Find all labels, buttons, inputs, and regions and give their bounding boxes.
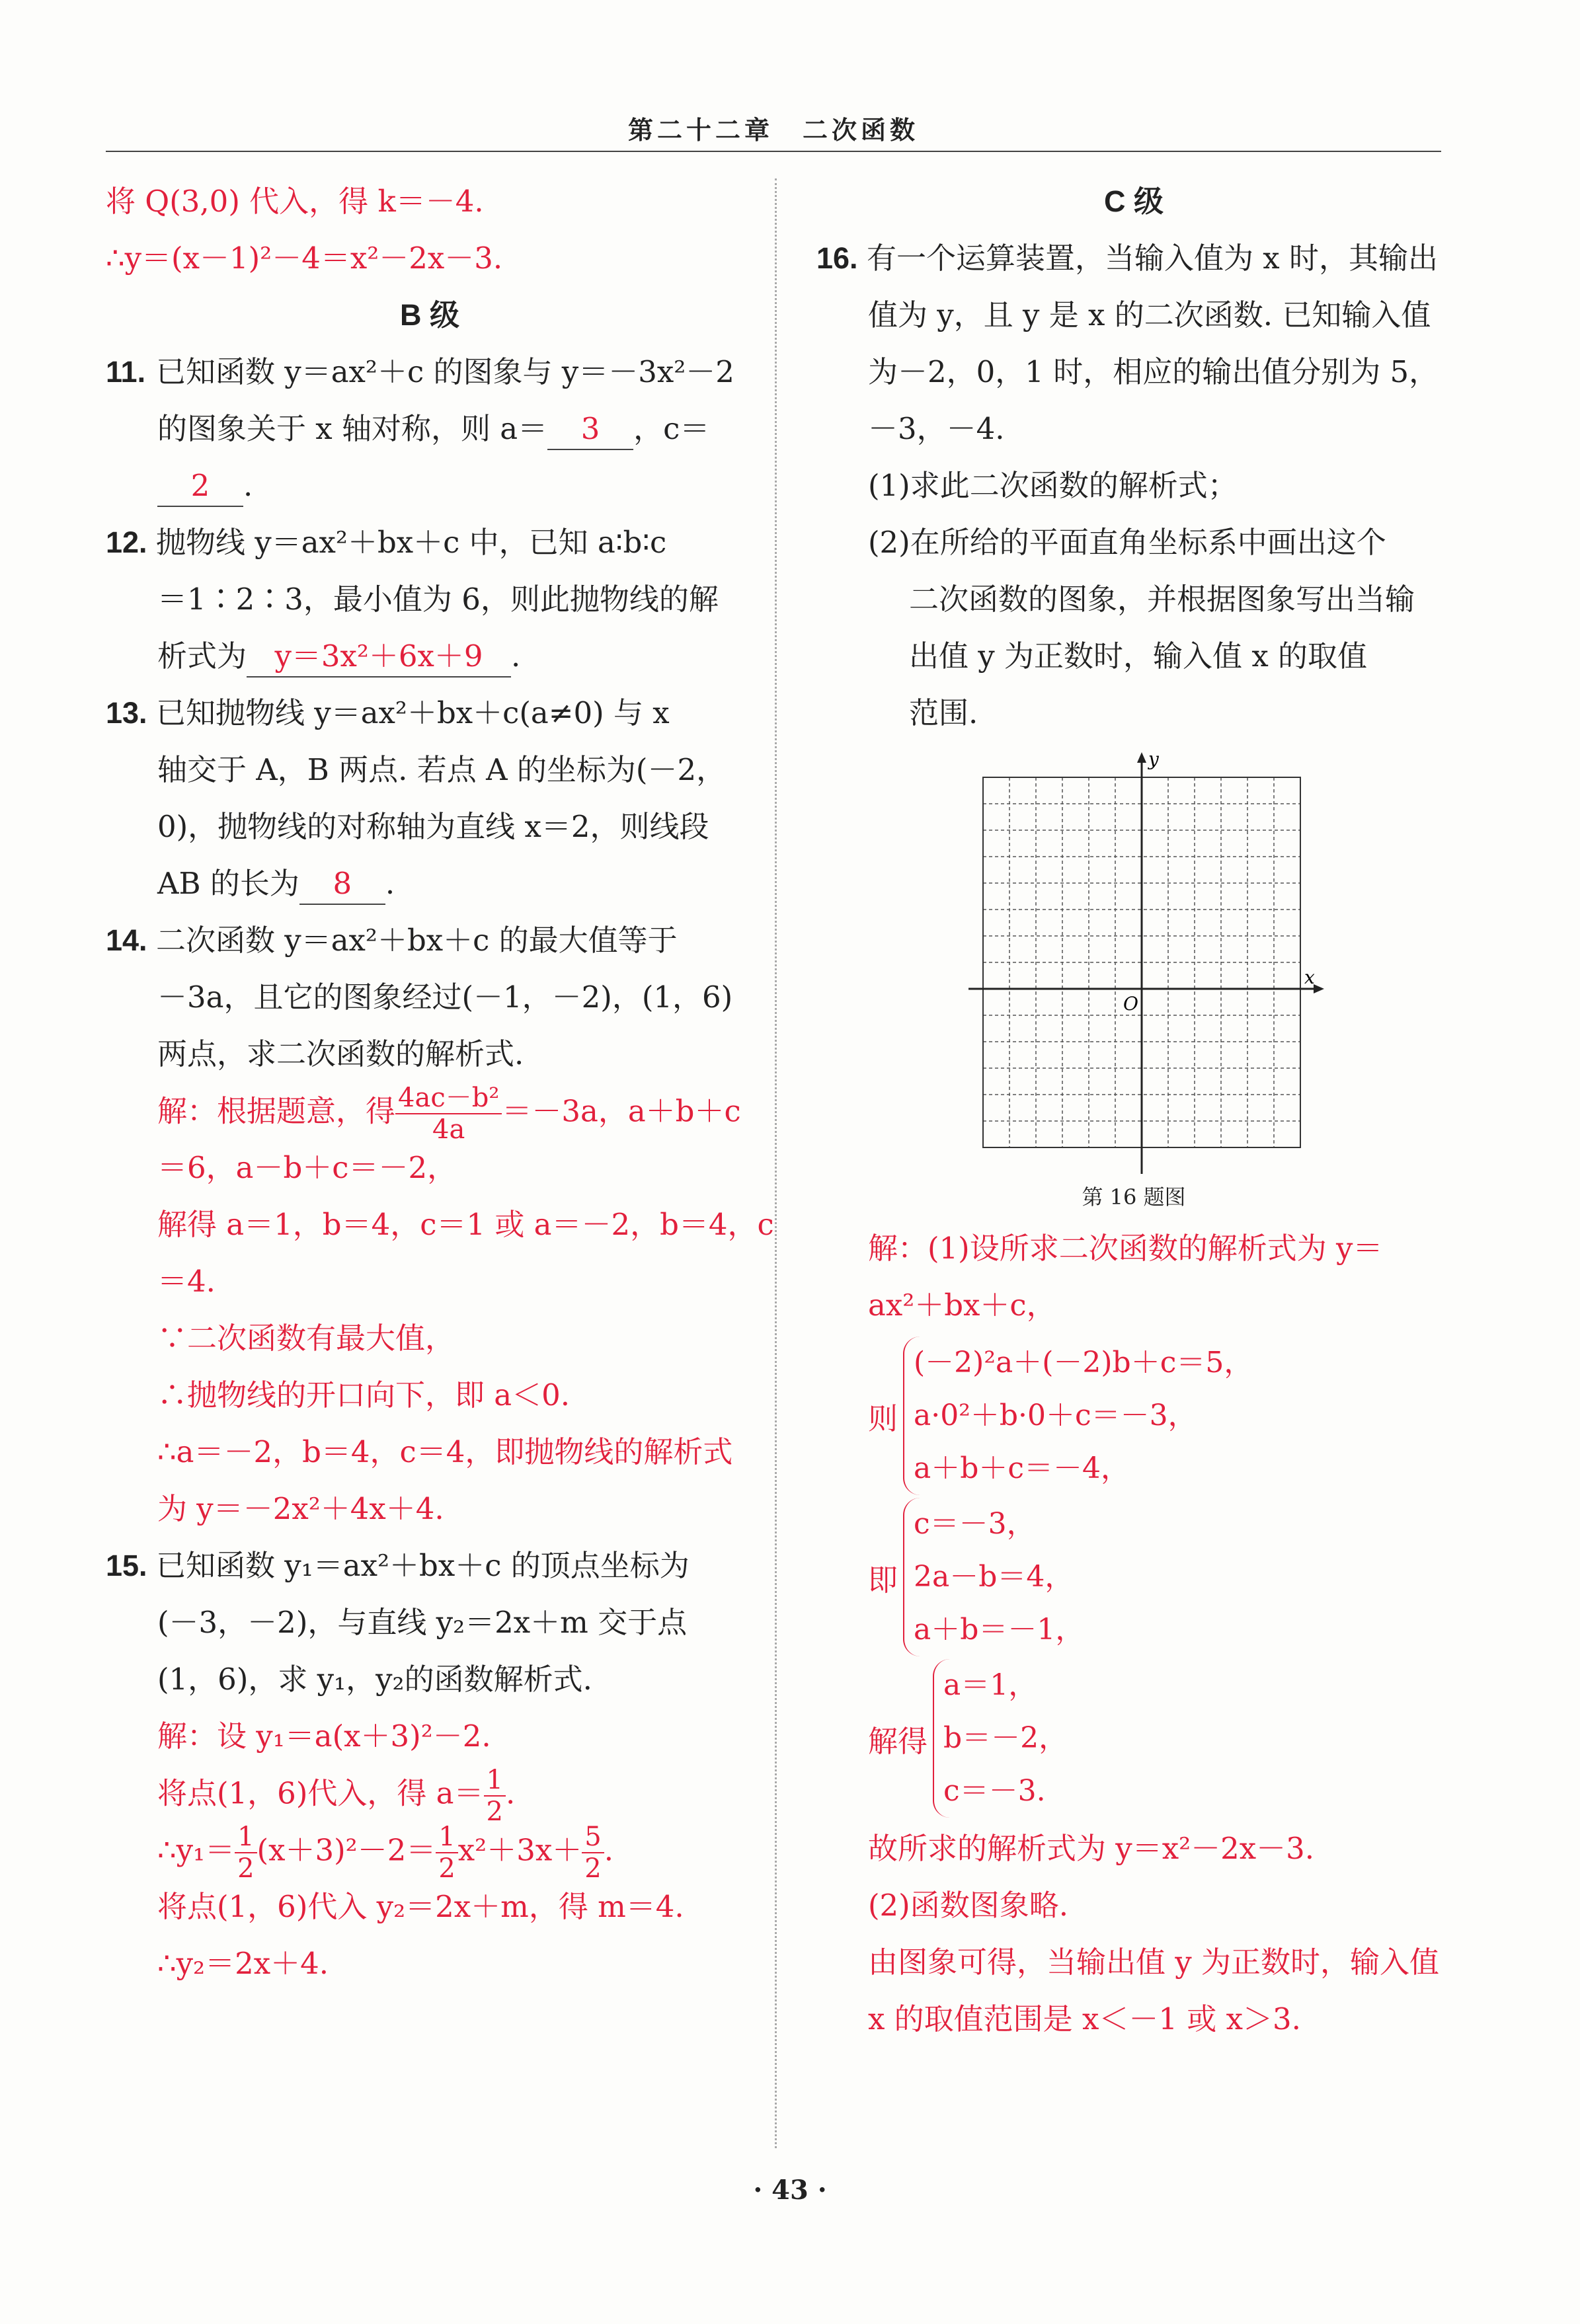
question-text: 已知抛物线 y＝ax²＋bx＋c(a≠0) 与 x [156, 695, 670, 730]
question-text: 有一个运算装置，当输入值为 x 时，其输出 [867, 241, 1438, 276]
fraction-numerator: 1 [436, 1822, 457, 1853]
solution-line: 将点(1，6)代入 y₂＝2x＋m，得 m＝4. [157, 1889, 684, 1924]
solution-line: ∴y＝(x－1)²－4＝x²－2x－3. [106, 241, 503, 276]
question-text: 抛物线 y＝ax²＋bx＋c 中，已知 a∶b∶c [156, 525, 667, 560]
question-text: . [385, 866, 395, 901]
question-text: (－3，－2)，与直线 y₂＝2x＋m 交于点 [157, 1605, 688, 1640]
solution-line [106, 1822, 754, 1884]
x-axis-arrow [1314, 984, 1324, 993]
fraction-denominator: 2 [438, 1853, 455, 1884]
solution-line: 解：设 y₁＝a(x＋3)²－2. [157, 1719, 491, 1754]
brace [903, 1336, 1253, 1495]
x-axis-label: x [1304, 966, 1315, 988]
question-text: 0)，抛物线的对称轴为直线 x＝2，则线段 [157, 809, 709, 844]
system-label: 解得 [868, 1723, 928, 1759]
solution-line: 将 Q(3,0) 代入，得 k＝－4. [106, 184, 484, 219]
question-text: 二次函数的图象，并根据图象写出当输 [909, 582, 1415, 617]
question-text: 为－2，0，1 时，相应的输出值分别为 5， [868, 354, 1439, 389]
solution-line: (2)函数图象略. [868, 1888, 1069, 1923]
question-text: . [511, 639, 521, 674]
question-number: 12. [106, 525, 147, 559]
origin-label: O [1123, 993, 1138, 1015]
question-text: 已知函数 y₁＝ax²＋bx＋c 的顶点坐标为 [156, 1548, 690, 1583]
equation: b＝－2， [943, 1721, 1068, 1755]
question-part-1: (1)求此二次函数的解析式； [868, 468, 1238, 503]
equation: c＝－3， [914, 1507, 1036, 1541]
question-13 [106, 685, 754, 912]
equation: a＝1， [943, 1668, 1038, 1702]
header-rule [106, 151, 1441, 152]
fraction-numerator: 4ac－b² [395, 1083, 502, 1114]
solution-line: ∴a＝－2，b＝4，c＝4，即抛物线的解析式 [157, 1434, 733, 1469]
question-number: 13. [106, 696, 147, 730]
solution-line: 故所求的解析式为 y＝x²－2x－3. [868, 1831, 1315, 1866]
solution-line: 解：(1)设所求二次函数的解析式为 y＝ [868, 1231, 1383, 1266]
solution-line [106, 1765, 754, 1827]
question-text: －3，－4. [868, 411, 1005, 446]
question-text: ＝1∶2∶3，最小值为 6，则此抛物线的解 [157, 582, 719, 617]
fraction [235, 1822, 257, 1884]
solution-line: 解得 a＝1，b＝4，c＝1 或 a＝－2，b＝4，c [157, 1207, 774, 1242]
solution-line: x 的取值范围是 x＜－1 或 x＞3. [868, 2001, 1301, 2036]
equation: c＝－3. [943, 1774, 1046, 1808]
question-text: －3a，且它的图象经过(－1，－2)，(1，6) [157, 980, 733, 1015]
fraction-denominator: 4a [432, 1114, 465, 1145]
solution-line: ＝4. [157, 1264, 216, 1299]
question-number: 14. [106, 923, 147, 957]
question-part-2: (2)在所给的平面直角坐标系中画出这个 [868, 525, 1386, 560]
equation: a·0²＋b·0＋c＝－3， [914, 1399, 1197, 1432]
answer-blank: 8 [299, 864, 385, 905]
equation-system-2 [816, 1498, 1451, 1656]
question-text: 值为 y，且 y 是 x 的二次函数. 已知输入值 [868, 297, 1431, 332]
fraction-numerator: 1 [235, 1822, 257, 1853]
equation: a＋b＋c＝－4， [914, 1452, 1130, 1485]
question-12 [106, 514, 754, 685]
figure-caption: 第 16 题图 [1082, 1184, 1186, 1210]
solution-line: ∵二次函数有最大值， [157, 1321, 455, 1356]
fraction [484, 1765, 506, 1827]
fraction-numerator: 5 [582, 1822, 604, 1853]
answer-blank: y＝3x²＋6x＋9 [247, 637, 511, 678]
solution-text: 解：根据题意，得 [157, 1093, 396, 1129]
level-b-heading: B 级 [399, 298, 459, 332]
question-number: 16. [816, 241, 858, 275]
equation: (－2)²a＋(－2)b＋c＝5， [914, 1346, 1253, 1379]
fraction-numerator: 1 [484, 1765, 506, 1797]
question-text: 析式为 [157, 639, 247, 674]
question-16 [816, 230, 1451, 2048]
equation: a＋b＝－1， [914, 1613, 1085, 1646]
brace [903, 1498, 1084, 1656]
column-divider [775, 178, 777, 2148]
question-11 [106, 344, 754, 514]
solution-text: 将点(1，6)代入，得 a＝ [157, 1775, 484, 1811]
solution-text: x²＋3x＋ [457, 1832, 582, 1868]
brace [933, 1659, 1068, 1818]
question-number: 15. [106, 1549, 147, 1582]
question-text: 两点，求二次函数的解析式. [157, 1036, 524, 1071]
question-text: 二次函数 y＝ax²＋bx＋c 的最大值等于 [156, 923, 678, 958]
left-column [106, 173, 774, 1992]
fraction-denominator: 2 [486, 1797, 503, 1827]
right-column [816, 173, 1451, 2048]
question-text: (1，6)，求 y₁，y₂的函数解析式. [157, 1662, 592, 1697]
solution-line: ∴抛物线的开口向下，即 a＜0. [157, 1377, 571, 1413]
question-text: 出值 y 为正数时，输入值 x 的取值 [909, 639, 1368, 674]
y-axis-label: y [1148, 751, 1159, 770]
solution-text: . [505, 1775, 516, 1811]
equation-system-3 [816, 1659, 1451, 1818]
fraction [395, 1083, 502, 1145]
solution-line: ＝6，a－b＋c＝－2， [157, 1150, 457, 1185]
answer-blank-a: 3 [547, 409, 633, 450]
system-label: 则 [868, 1401, 898, 1436]
equation: 2a－b＝4， [914, 1560, 1074, 1594]
question-text: 已知函数 y＝ax²＋c 的图象与 y＝－3x²－2 [156, 354, 734, 389]
question-15 [106, 1537, 754, 1992]
chapter-title: 第二十二章 二次函数 [627, 115, 919, 145]
solution-text: ＝－3a，a＋b＋c [502, 1093, 741, 1129]
page-header [106, 110, 1441, 156]
question-text: . [243, 468, 253, 503]
question-number: 11. [106, 355, 146, 389]
solution-text: (x＋3)²－2＝ [257, 1832, 436, 1868]
fraction [436, 1822, 457, 1884]
solution-line [106, 1083, 754, 1145]
y-axis-arrow [1137, 752, 1146, 763]
solution-line: ∴y₂＝2x＋4. [157, 1946, 329, 1981]
question-text: 范围. [909, 695, 978, 730]
fraction-denominator: 2 [584, 1853, 602, 1884]
question-text: AB 的长为 [157, 866, 299, 901]
coordinate-grid [968, 751, 1325, 1174]
solution-text: ∴y₁＝ [157, 1832, 235, 1868]
fraction [582, 1822, 604, 1884]
question-14 [106, 912, 774, 1537]
question-text: 轴交于 A，B 两点. 若点 A 的坐标为(－2， [157, 752, 727, 787]
question-text: ，c＝ [633, 411, 710, 446]
coordinate-grid-figure [968, 751, 1325, 1174]
question-text: 的图象关于 x 轴对称，则 a＝ [157, 411, 548, 446]
solution-line: 由图象可得，当输出值 y 为正数时，输入值 [868, 1945, 1440, 1980]
system-label: 即 [868, 1562, 898, 1598]
equation-system-1 [816, 1336, 1451, 1495]
answer-blank-c: 2 [157, 466, 243, 507]
fraction-denominator: 2 [237, 1853, 255, 1884]
solution-text: . [604, 1832, 613, 1868]
solution-line: ax²＋bx＋c， [868, 1288, 1056, 1323]
level-c-heading: C 级 [1103, 184, 1164, 218]
page-number: · 43 · [753, 2175, 827, 2206]
solution-line: 为 y＝－2x²＋4x＋4. [157, 1491, 444, 1526]
